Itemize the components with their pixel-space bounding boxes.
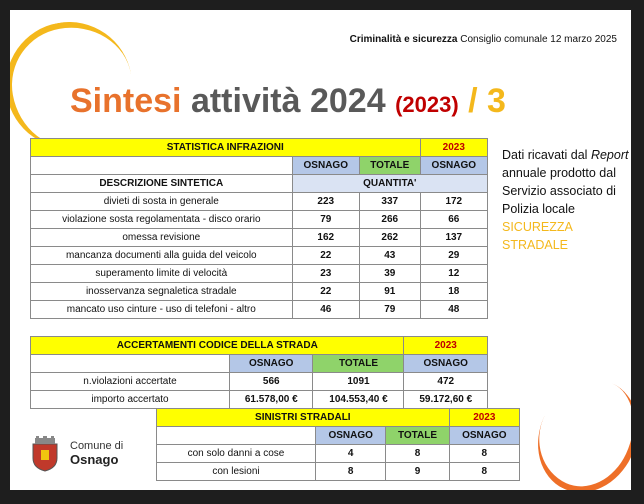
table-infrazioni (30, 138, 488, 319)
note-line1: Dati ricavati dal (502, 148, 588, 162)
table-row (31, 211, 488, 229)
table-cell: 9 (386, 463, 449, 481)
table-cell: 8 (449, 463, 519, 481)
table-row (31, 265, 488, 283)
table-cell: mancato uso cinture - uso di telefoni - altro (31, 301, 293, 319)
logo-line2: Osnago (70, 452, 119, 467)
table-cell: mancanza documenti alla guida del veicolo (31, 247, 293, 265)
table-row (31, 373, 488, 391)
table-accertamenti-year: 2023 (404, 337, 488, 355)
table-cell: 79 (292, 211, 359, 229)
table-cell: 162 (292, 229, 359, 247)
table-cell: con solo danni a cose (157, 445, 316, 463)
table-infrazioni-title: STATISTICA INFRAZIONI (31, 139, 421, 157)
table-cell: 337 (359, 193, 420, 211)
col-osnago: OSNAGO (292, 157, 359, 175)
logo-text (70, 440, 123, 466)
table-cell: violazione sosta regolamentata - disco orario (31, 211, 293, 229)
table-cell: con lesioni (157, 463, 316, 481)
table-sinistri (156, 408, 520, 481)
note-report: Report (590, 148, 629, 162)
table-cell: 23 (292, 265, 359, 283)
col-osnago: OSNAGO (316, 427, 386, 445)
table-infrazioni-year: 2023 (420, 139, 487, 157)
col-osnago-2023: OSNAGO (420, 157, 487, 175)
table-cell: 22 (292, 283, 359, 301)
slide-header (350, 34, 617, 45)
decorative-arc-orange (520, 363, 631, 490)
table-cell: 43 (359, 247, 420, 265)
table-cell: inosservanza segnaletica stradale (31, 283, 293, 301)
table-sinistri-title: SINISTRI STRADALI (157, 409, 450, 427)
col-osnago: OSNAGO (230, 355, 313, 373)
table-cell: divieti di sosta in generale (31, 193, 293, 211)
slide-title (70, 82, 506, 121)
table-cell: n.violazioni accertate (31, 373, 230, 391)
table-cell: 59.172,60 € (404, 391, 488, 409)
table-cell: 4 (316, 445, 386, 463)
table-row (157, 463, 520, 481)
table-cell: 91 (359, 283, 420, 301)
table-cell: 39 (359, 265, 420, 283)
table-cell: 46 (292, 301, 359, 319)
col-totale: TOTALE (359, 157, 420, 175)
table-cell: 48 (420, 301, 487, 319)
table-cell: 61.578,00 € (230, 391, 313, 409)
logo-line1: Comune di (70, 440, 124, 452)
note-line2: annuale prodotto dal Servizio associato di Polizia locale (502, 166, 616, 216)
table-cell: 79 (359, 301, 420, 319)
table-row (31, 193, 488, 211)
note-highlight: SICUREZZA STRADALE (502, 220, 573, 252)
crest-icon (30, 436, 60, 472)
col-osnago-2023: OSNAGO (404, 355, 488, 373)
col-totale: TOTALE (386, 427, 449, 445)
table-cell: omessa revisione (31, 229, 293, 247)
table-cell: 18 (420, 283, 487, 301)
table-row (157, 445, 520, 463)
source-note (502, 146, 631, 254)
table-cell: 8 (386, 445, 449, 463)
table-cell: 137 (420, 229, 487, 247)
table-accertamenti-title: ACCERTAMENTI CODICE DELLA STRADA (31, 337, 404, 355)
table-cell: 223 (292, 193, 359, 211)
table-row (31, 301, 488, 319)
table-accertamenti (30, 336, 488, 409)
table-cell: 22 (292, 247, 359, 265)
table-cell: 12 (420, 265, 487, 283)
table-cell: 8 (449, 445, 519, 463)
table-cell: 29 (420, 247, 487, 265)
title-prev-year: (2023) (395, 92, 459, 117)
spacer (31, 355, 230, 373)
header-topic: Criminalità e sicurezza (349, 34, 458, 45)
table-sinistri-year: 2023 (449, 409, 519, 427)
qty-header: QUANTITA' (292, 175, 487, 193)
header-meeting: Consiglio comunale 12 marzo 2025 (460, 34, 617, 45)
table-cell: superamento limite di velocità (31, 265, 293, 283)
table-row (31, 247, 488, 265)
table-cell: 8 (316, 463, 386, 481)
title-page: / 3 (468, 82, 506, 120)
col-osnago-2023: OSNAGO (449, 427, 519, 445)
title-year: attività 2024 (190, 82, 386, 120)
table-cell: importo accertato (31, 391, 230, 409)
spacer (31, 157, 293, 175)
table-cell: 566 (230, 373, 313, 391)
table-row (31, 229, 488, 247)
table-cell: 66 (420, 211, 487, 229)
table-row (31, 391, 488, 409)
spacer (157, 427, 316, 445)
table-cell: 262 (359, 229, 420, 247)
table-cell: 1091 (313, 373, 404, 391)
table-cell: 266 (359, 211, 420, 229)
table-cell: 472 (404, 373, 488, 391)
desc-header: DESCRIZIONE SINTETICA (31, 175, 293, 193)
title-sintesi: Sintesi (70, 82, 182, 120)
comune-logo (30, 436, 140, 476)
col-totale: TOTALE (313, 355, 404, 373)
table-cell: 172 (420, 193, 487, 211)
table-row (31, 283, 488, 301)
table-cell: 104.553,40 € (313, 391, 404, 409)
slide (10, 10, 631, 490)
